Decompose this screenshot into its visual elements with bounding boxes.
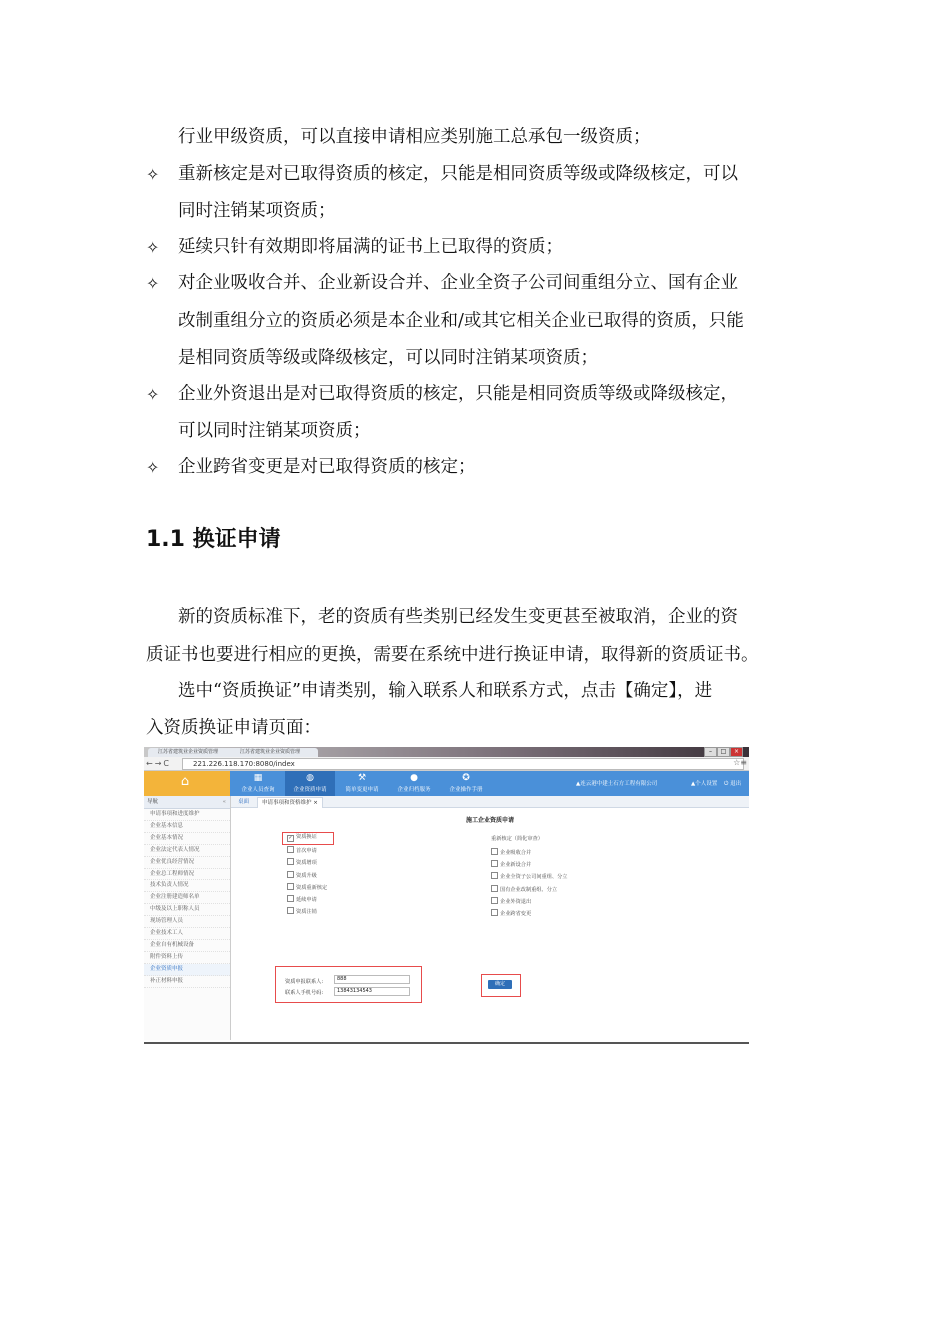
- menu-icon[interactable]: ☆≡: [733, 758, 747, 767]
- right-option-label: 企业新设合并: [500, 862, 532, 869]
- left-option-label: 延续申请: [296, 897, 317, 903]
- nav-item-label: 企业资质申请: [293, 787, 327, 793]
- award-icon: ✪: [462, 773, 470, 783]
- bullet-line: 同时注销某项资质；: [178, 201, 336, 221]
- right-option-label: 企业吸收合并: [500, 850, 532, 856]
- sidebar-item[interactable]: 现场管理人员: [144, 916, 230, 928]
- building-icon: ▦: [253, 773, 263, 783]
- contact-input[interactable]: 888: [334, 975, 410, 984]
- minimize-icon[interactable]: –: [704, 747, 717, 757]
- browser-tabbar: [144, 747, 749, 757]
- bullet-line: 延续只针有效期即将届满的证书上已取得的资质；: [178, 237, 563, 257]
- section-heading: 1.1 换证申请: [146, 527, 281, 552]
- top-nav: [144, 771, 749, 796]
- close-icon[interactable]: ×: [730, 747, 743, 757]
- left-option-label: 首次申请: [296, 848, 317, 855]
- sidebar-item[interactable]: 企业注册建造师名单: [144, 892, 230, 904]
- maximize-icon[interactable]: □: [717, 747, 730, 757]
- checked-checkbox-icon[interactable]: ✓: [288, 835, 293, 841]
- checkbox-icon[interactable]: [491, 885, 498, 892]
- bullet-line: 对企业吸收合并、企业新设合并、企业全资子公司间重组分立、国有企业: [178, 273, 738, 293]
- intro-line: 行业甲级资质，可以直接申请相应类别施工总承包一级资质；: [178, 127, 651, 147]
- highlight-box-option: [282, 832, 334, 845]
- nav-item[interactable]: [337, 771, 387, 796]
- left-option-label: 资质升级: [296, 872, 317, 879]
- checkbox-icon[interactable]: [287, 858, 294, 865]
- left-option-label: 资质注销: [296, 909, 317, 916]
- personal-settings-link[interactable]: ▲个人设置: [691, 781, 718, 787]
- phone-input[interactable]: 13843134543: [334, 987, 410, 996]
- checkbox-icon[interactable]: [491, 860, 498, 867]
- sidebar-item[interactable]: 企业自有机械设备: [144, 940, 230, 952]
- left-option-label: 资质重新核定: [296, 884, 328, 891]
- left-option[interactable]: [287, 907, 317, 916]
- sidebar-item[interactable]: 企业优良经营情况: [144, 857, 230, 869]
- worker-icon: ⚒: [357, 773, 367, 783]
- checkbox-icon[interactable]: [287, 871, 294, 878]
- home-icon: ⌂: [180, 774, 190, 789]
- bullet-icon: ✧: [146, 385, 160, 404]
- tab-desktop[interactable]: 桌面: [238, 799, 250, 805]
- sidebar-item[interactable]: 企业总工程师情况: [144, 869, 230, 881]
- sidebar-item[interactable]: 补正材料申报: [144, 976, 230, 988]
- checkbox-icon[interactable]: [287, 895, 294, 902]
- left-option-label: 资质换证: [296, 834, 317, 840]
- home-button[interactable]: [144, 771, 230, 796]
- para1-line1: 新的资质标准下，老的资质有些类别已经发生变更甚至被取消，企业的资: [178, 607, 738, 627]
- left-option[interactable]: [287, 895, 317, 904]
- nav-item[interactable]: [233, 771, 283, 796]
- embedded-screenshot: [144, 747, 749, 1044]
- nav-item[interactable]: [389, 771, 439, 796]
- browser-nav-icons[interactable]: ←→C: [146, 759, 171, 768]
- checkbox-icon[interactable]: [491, 848, 498, 855]
- checkbox-icon[interactable]: [491, 897, 498, 904]
- collapse-icon[interactable]: «: [222, 799, 226, 805]
- right-option[interactable]: [491, 909, 531, 918]
- para2-line2: 入资质换证申请页面：: [146, 718, 321, 738]
- sidebar-item[interactable]: 企业技术工人: [144, 928, 230, 940]
- company-name[interactable]: ▲连云港中建土石方工程有限公司: [576, 781, 658, 787]
- nav-item-label: 企业操作手册: [449, 787, 483, 793]
- sidebar-item[interactable]: 申请事项和进度维护: [144, 809, 230, 821]
- bullet-line: 是相同资质等级或降级核定，可以同时注销某项资质；: [178, 348, 598, 368]
- para2-line1: 选中“资质换证”申请类别，输入联系人和联系方式，点击【确定】，进: [178, 681, 713, 701]
- nav-item[interactable]: [285, 771, 335, 796]
- bullet-icon: ✧: [146, 458, 160, 477]
- sidebar: [144, 796, 231, 1040]
- bullet-icon: ✧: [146, 274, 160, 293]
- left-option[interactable]: [287, 846, 317, 855]
- sidebar-header: [144, 796, 230, 809]
- right-option-label: 企业跨省变更: [500, 911, 532, 917]
- sidebar-item[interactable]: 企业基本情况: [144, 833, 230, 845]
- bullet-line: 企业跨省变更是对已取得资质的核定；: [178, 457, 476, 477]
- right-option[interactable]: [491, 872, 567, 881]
- nav-item-label: 企业人员查询: [241, 787, 275, 793]
- sidebar-item[interactable]: 中级及以上职称人员: [144, 904, 230, 916]
- url-input[interactable]: 221.226.118.170:8080/index: [182, 758, 744, 770]
- tab-application[interactable]: 申请事项和资格维护 ×: [257, 797, 323, 808]
- bullet-icon: ✧: [146, 238, 160, 257]
- phone-label: 联系人手机号码:: [285, 990, 324, 996]
- checkbox-icon[interactable]: [287, 846, 294, 853]
- logout-link[interactable]: ⏻ 退出: [724, 781, 742, 787]
- checkbox-icon[interactable]: [491, 872, 498, 879]
- nav-item[interactable]: [441, 771, 491, 796]
- right-option[interactable]: [491, 897, 531, 906]
- confirm-button[interactable]: 确定: [488, 980, 512, 989]
- right-option-label: 国有企业改制重组、分立: [500, 886, 558, 893]
- nav-item-label: 企业归档服务: [397, 787, 431, 793]
- content-tabs: [231, 796, 749, 808]
- user-icon: ●: [410, 773, 418, 783]
- right-option[interactable]: [491, 848, 531, 857]
- right-option[interactable]: [491, 860, 531, 869]
- bullet-line: 改制重组分立的资质必须是本企业和/或其它相关企业已取得的资质，只能: [178, 311, 744, 331]
- right-option-label: 企业全资子公司间重组、分立: [500, 874, 568, 881]
- shield-icon: ◍: [306, 773, 314, 783]
- bullet-line: 企业外资退出是对已取得资质的核定，只能是相同资质等级或降级核定，: [178, 384, 738, 404]
- sidebar-title: 导航: [147, 799, 159, 805]
- bullet-line: 可以同时注销某项资质；: [178, 421, 371, 441]
- contact-label: 资质申报联系人:: [285, 979, 324, 985]
- nav-item-label: 简单变更申请: [345, 787, 379, 793]
- sidebar-item[interactable]: 企业基本信息: [144, 821, 230, 833]
- left-option[interactable]: [287, 858, 317, 867]
- para1-line2: 质证书也要进行相应的更换，需要在系统中进行换证申请，取得新的资质证书。: [146, 645, 759, 665]
- sidebar-item[interactable]: 附件资料上传: [144, 952, 230, 964]
- browser-tab-1[interactable]: 江苏省建筑业企业资质管理: [148, 748, 236, 757]
- form-title: 施工企业资质申请: [465, 817, 514, 824]
- bullet-icon: ✧: [146, 165, 160, 184]
- sidebar-item[interactable]: 企业资质申报: [144, 964, 230, 976]
- bullet-line: 重新核定是对已取得资质的核定，只能是相同资质等级或降级核定，可以: [178, 164, 738, 184]
- right-option-label: 企业外资退出: [500, 898, 532, 905]
- main-content: [231, 796, 749, 1040]
- right-group-title: 重新核定（简化审查）: [491, 836, 543, 842]
- address-bar: [144, 757, 749, 771]
- checkbox-icon[interactable]: [287, 883, 294, 890]
- sidebar-item[interactable]: 技术负责人情况: [144, 880, 230, 892]
- checkbox-icon[interactable]: [287, 907, 294, 914]
- right-option[interactable]: [491, 885, 557, 894]
- checkbox-icon[interactable]: [491, 909, 498, 916]
- browser-tab-2[interactable]: 江苏省建筑业企业资质管理: [230, 748, 318, 757]
- sidebar-item[interactable]: 企业法定代表人情况: [144, 845, 230, 857]
- left-option-label: 资质增项: [296, 860, 317, 867]
- left-option[interactable]: [287, 883, 327, 892]
- left-option[interactable]: [287, 871, 317, 880]
